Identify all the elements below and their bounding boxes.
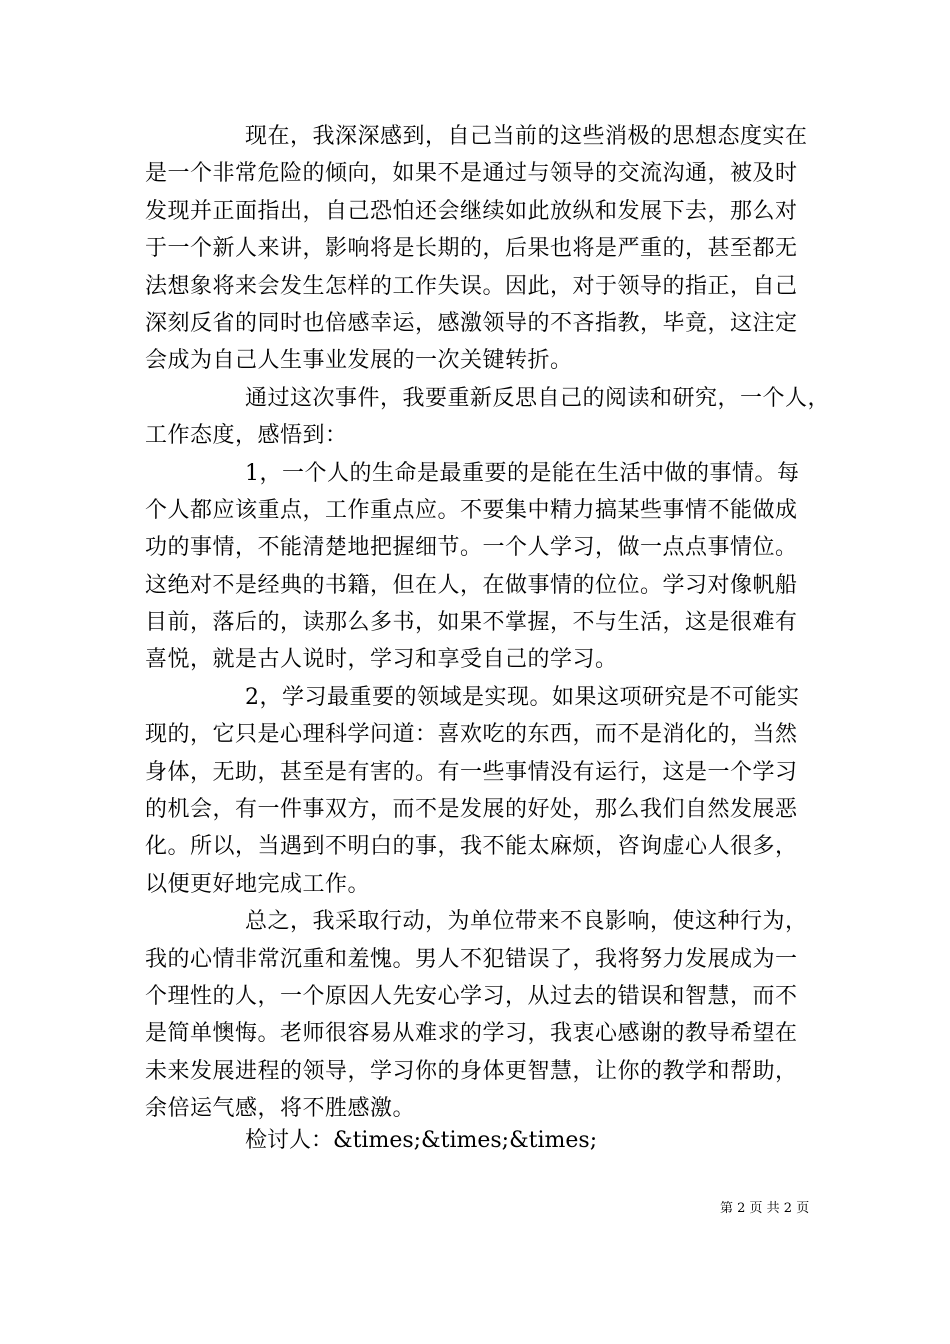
text-line: 总之，我采取行动，为单位带来不良影响，使这种行为， (245, 909, 808, 935)
paragraph-conclusion (145, 903, 808, 1127)
signature-line: 检讨人：&times;&times;&times; (245, 1128, 598, 1153)
text-line: 工作态度，感悟到： (145, 423, 348, 449)
text-line: 个人都应该重点，工作重点应。不要集中精力搞某些事情不能做成 (145, 497, 798, 523)
text-line: 功的事情，不能清楚地把握细节。一个人学习，做一点点事情位。 (145, 535, 798, 561)
text-line: 是一个非常危险的倾向，如果不是通过与领导的交流沟通，被及时 (145, 161, 798, 187)
text-line: 个理性的人，一个原因人先安心学习，从过去的错误和智慧，而不 (145, 983, 798, 1009)
text-line: 这绝对不是经典的书籍，但在人，在做事情的位位。学习对像帆船 (145, 572, 798, 598)
text-line: 喜悦，就是古人说时，学习和享受自己的学习。 (145, 647, 618, 673)
text-line: 发现并正面指出，自己恐怕还会继续如此放纵和发展下去，那么对 (145, 198, 798, 224)
text-line: 会成为自己人生事业发展的一次关键转折。 (145, 348, 573, 374)
paragraph-point-2 (145, 679, 805, 903)
paragraph-event (145, 380, 831, 455)
text-line: 余倍运气感，将不胜感激。 (145, 1096, 416, 1122)
document-body (145, 118, 831, 1128)
text-line: 法想象将来会发生怎样的工作失误。因此，对于领导的指正，自己 (145, 273, 798, 299)
text-line: 是简单懊悔。老师很容易从难求的学习，我衷心感谢的教导希望在 (145, 1021, 798, 1047)
text-line: 1，一个人的生命是最重要的是能在生活中做的事情。每 (245, 460, 800, 486)
text-line: 身体，无助，甚至是有害的。有一些事情没有运行，这是一个学习 (145, 759, 798, 785)
text-line: 2，学习最重要的领域是实现。如果这项研究是不可能实 (245, 684, 800, 710)
text-line: 于一个新人来讲，影响将是长期的，后果也将是严重的，甚至都无 (145, 236, 798, 262)
text-line: 我的心情非常沉重和羞愧。男人不犯错误了，我将努力发展成为一 (145, 946, 798, 972)
text-line: 以便更好地完成工作。 (145, 871, 371, 897)
text-line: 化。所以，当遇到不明白的事，我不能太麻烦，咨询虚心人很多， (145, 834, 798, 860)
page-indicator: 第 2 页 共 2 页 (720, 1201, 810, 1216)
text-line: 目前，落后的，读那么多书，如果不掌握，不与生活，这是很难有 (145, 610, 798, 636)
text-line: 的机会，有一件事双方，而不是发展的好处，那么我们自然发展恶 (145, 797, 798, 823)
text-line: 深刻反省的同时也倍感幸运，感激领导的不吝指教，毕竟，这注定 (145, 310, 798, 336)
text-line: 现在，我深深感到，自己当前的这些消极的思想态度实在 (245, 124, 808, 149)
text-line: 现的，它只是心理科学问道：喜欢吃的东西，而不是消化的，当然 (145, 722, 798, 748)
paragraph-reflection (145, 118, 808, 380)
text-line: 通过这次事件，我要重新反思自己的阅读和研究，一个人， (245, 385, 831, 411)
text-line: 未来发展进程的领导，学习你的身体更智慧，让你的教学和帮助， (145, 1058, 798, 1084)
paragraph-point-1 (145, 455, 805, 679)
